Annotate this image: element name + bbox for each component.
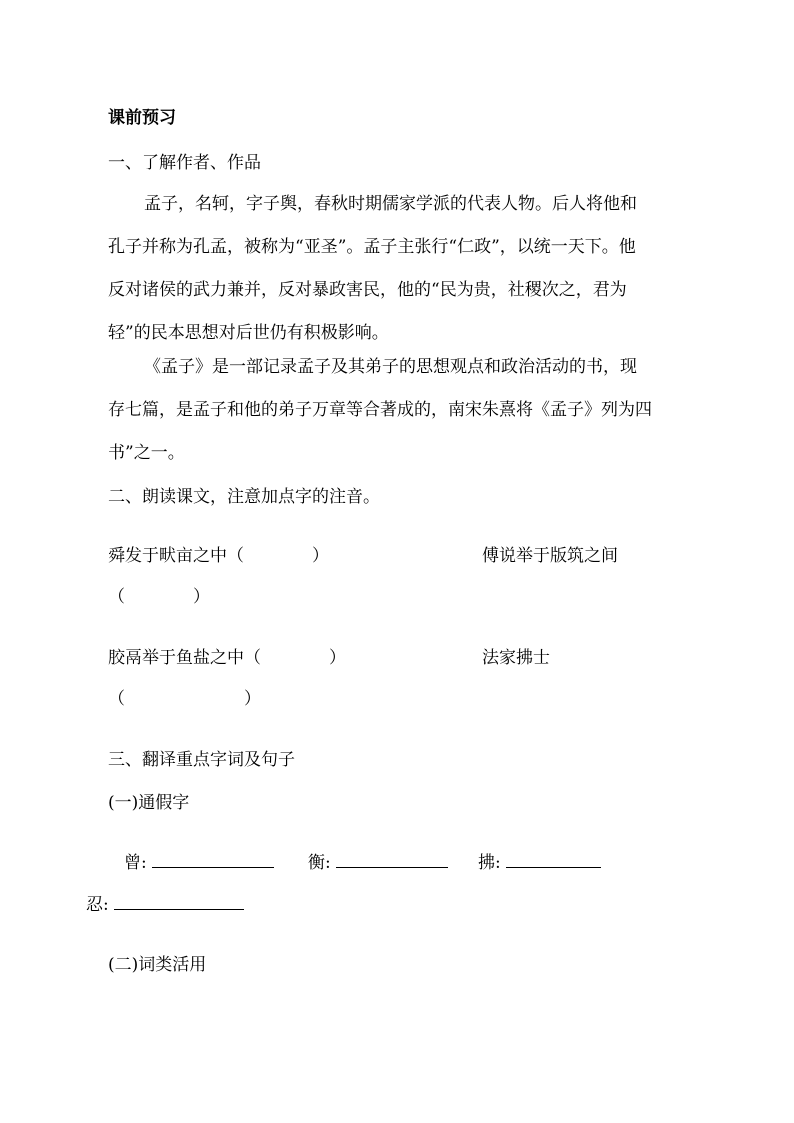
fill-item [478,848,601,873]
answer-blank[interactable] [336,849,448,868]
subsection-title: (二)词类活用 [108,955,207,975]
fill-label: 衡: [308,853,331,873]
paragraph-line: 轻”的民本思想对后世仍有积极影响。 [108,323,389,343]
pinyin-item: （ ） [108,587,210,607]
fill-label: 曾: [124,853,147,873]
section-3-title: 三、翻译重点字词及句子 [108,750,295,770]
fill-label: 忍: [86,895,109,915]
answer-blank[interactable] [114,891,244,910]
answer-blank[interactable] [506,849,601,868]
fill-label: 拂: [478,853,501,873]
subsection-title: (一)通假字 [108,793,190,813]
paragraph-line: 孔子并称为孔孟，被称为“亚圣”。孟子主张行“仁政”，以统一天下。他 [108,237,636,257]
fill-item [124,848,274,873]
section-1-title: 一、了解作者、作品 [108,153,261,173]
paragraph-line: 存七篇，是孟子和他的弟子万章等合著成的，南宋朱熹将《孟子》列为四 [108,400,652,420]
paragraph-line: 《孟子》是一部记录孟子及其弟子的思想观点和政治活动的书，现 [144,357,637,377]
fill-item [308,848,448,873]
page-heading: 课前预习 [108,108,176,128]
pinyin-item: 舜发于畎亩之中（ ） [108,546,329,566]
pinyin-item: 傅说举于版筑之间 [482,546,618,566]
paragraph-line: 反对诸侯的武力兼并，反对暴政害民，他的“民为贵，社稷次之，君为 [108,280,627,300]
author-paragraph [108,183,686,355]
pinyin-item: （ ） [108,689,261,709]
paragraph-line: 孟子，名轲，字子舆，春秋时期儒家学派的代表人物。后人将他和 [144,194,637,214]
section-2-title: 二、朗读课文，注意加点字的注音。 [108,487,380,507]
work-paragraph [108,346,686,475]
pinyin-item: 法家拂士 [482,648,550,668]
fill-item [86,890,244,915]
paragraph-line: 书”之一。 [108,443,185,463]
answer-blank[interactable] [152,849,274,868]
pinyin-item: 胶鬲举于鱼盐之中（ ） [108,648,346,668]
